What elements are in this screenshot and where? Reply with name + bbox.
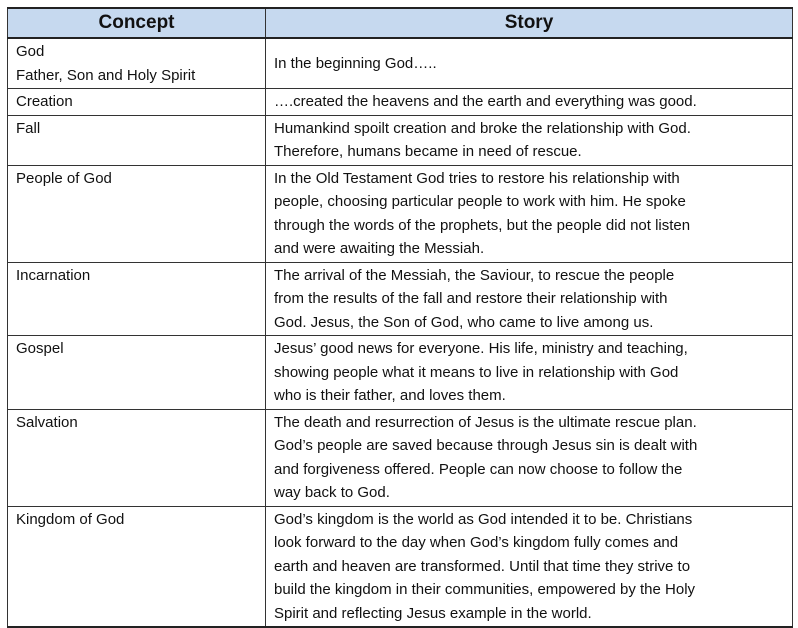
concept-text: Father, Son and Holy Spirit: [16, 66, 196, 84]
table-row: [8, 38, 793, 89]
concept-cell: [8, 38, 266, 89]
story-text: Humankind spoilt creation and broke the relationship with God.: [274, 119, 691, 137]
story-text: way back to God.: [274, 484, 390, 501]
concept-cell: [8, 115, 266, 165]
story-text: earth and heaven are transformed. Until that time they strive to: [274, 557, 691, 575]
concept-text: Creation: [16, 93, 73, 110]
story-text: people, choosing particular people to work with him. He spoke: [274, 193, 686, 210]
story-text: In the Old Testament God tries to restore his relationship with: [274, 169, 680, 187]
story-cell: [266, 38, 793, 89]
story-text: God’s people are saved because through Jesus sin is dealt with: [274, 437, 698, 454]
story-cell: [266, 336, 793, 410]
header-row: [8, 8, 793, 38]
concept-cell: [8, 262, 266, 336]
concept-story-table-container: [7, 7, 792, 628]
concept-column-header: Concept: [8, 8, 266, 38]
story-text: and forgiveness offered. People can now choose to follow the: [274, 460, 683, 478]
concept-cell: [8, 506, 266, 627]
story-text: build the kingdom in their communities, empowered by the Holy: [274, 581, 696, 598]
concept-text: Fall: [16, 119, 41, 137]
story-text: through the words of the prophets, but the people did not listen: [274, 216, 691, 234]
story-text: look forward to the day when God’s kingdom fully comes and: [274, 534, 679, 551]
story-text: and were awaiting the Messiah.: [274, 240, 485, 257]
story-text: who is their father, and loves them.: [274, 387, 506, 404]
concept-cell: [8, 409, 266, 506]
story-cell: [266, 409, 793, 506]
table-row: [8, 409, 793, 506]
story-text: showing people what it means to live in relationship with God: [274, 363, 679, 381]
concept-cell: [8, 89, 266, 116]
table-row: [8, 336, 793, 410]
story-cell: [266, 89, 793, 116]
story-text: In the beginning God…..: [274, 54, 437, 72]
story-text: Jesus’ good news for everyone. His life, ministry and teaching,: [274, 340, 688, 357]
story-cell: [266, 262, 793, 336]
concept-text: Kingdom of God: [16, 510, 125, 528]
story-text: God. Jesus, the Son of God, who came to live among us.: [274, 313, 654, 331]
concept-text: Incarnation: [16, 266, 91, 284]
concept-cell: [8, 336, 266, 410]
story-cell: [266, 165, 793, 262]
story-cell: [266, 115, 793, 165]
table-row: [8, 262, 793, 336]
story-text: The death and resurrection of Jesus is the ultimate rescue plan.: [274, 413, 697, 431]
story-text: The arrival of the Messiah, the Saviour, to rescue the people: [274, 266, 675, 284]
concept-text: People of God: [16, 169, 112, 187]
story-text: from the results of the fall and restore their relationship with: [274, 290, 668, 307]
concept-text: God: [16, 43, 45, 60]
concept-text: Gospel: [16, 340, 64, 357]
story-column-header: Story: [266, 8, 793, 38]
table-row: [8, 89, 793, 116]
table-row: [8, 115, 793, 165]
concept-cell: [8, 165, 266, 262]
concept-text: Salvation: [16, 413, 78, 431]
table-row: [8, 165, 793, 262]
concept-story-table: [7, 7, 793, 628]
table-row: [8, 506, 793, 627]
story-text: Spirit and reflecting Jesus example in the world.: [274, 604, 592, 622]
story-text: ….created the heavens and the earth and everything was good.: [274, 93, 697, 110]
story-cell: [266, 506, 793, 627]
story-text: God’s kingdom is the world as God intended it to be. Christians: [274, 510, 693, 528]
story-text: Therefore, humans became in need of rescue.: [274, 143, 582, 160]
